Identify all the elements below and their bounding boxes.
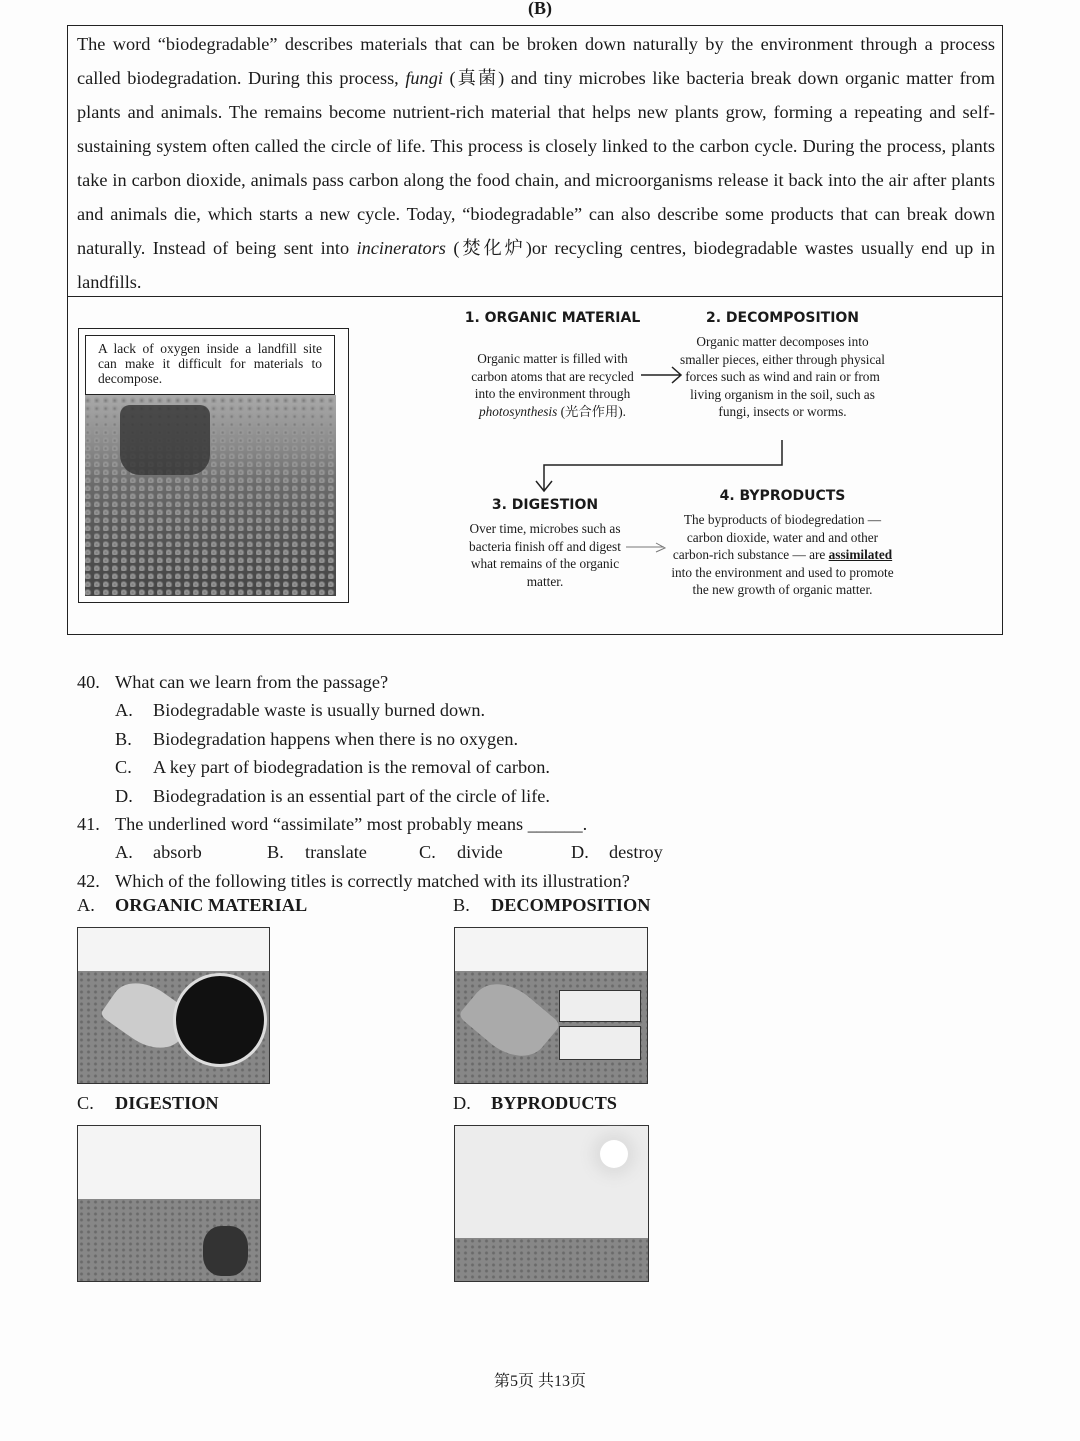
step3-text: Over time, microbes such as bacteria finish off and digest what remains of the organic matter. xyxy=(469,521,621,589)
illustration-byproducts xyxy=(454,1125,649,1282)
option-40-b xyxy=(77,725,977,753)
illustration-title: BYPRODUCTS xyxy=(491,1093,617,1113)
question-number: 42. xyxy=(77,870,100,891)
soil-clump xyxy=(203,1226,248,1276)
illustration-b-title xyxy=(453,895,650,916)
illustration-title: ORGANIC MATERIAL xyxy=(115,895,308,915)
option-letter: B. xyxy=(267,842,284,863)
arrow-3-to-4 xyxy=(626,543,665,552)
option-letter: B. xyxy=(453,895,470,915)
step4-title: 4. BYPRODUCTS xyxy=(719,488,846,504)
diagram-arrows xyxy=(0,0,1080,640)
option-letter: A. xyxy=(115,700,133,721)
illustration-title: DECOMPOSITION xyxy=(491,895,651,915)
illustration-digestion xyxy=(77,1125,261,1282)
weather-inset xyxy=(559,990,641,1022)
option-text: destroy xyxy=(609,842,663,863)
underlined-word: assimilated xyxy=(828,547,893,562)
option-letter: C. xyxy=(77,1093,94,1113)
passage-part: The word “biodegradable” describes materials that can be broken down naturally by the environment through a process called biodegradation. During this process, xyxy=(77,34,995,88)
option-41-a xyxy=(115,838,267,866)
insects-inset xyxy=(559,1026,641,1060)
arrow-2-to-3 xyxy=(536,440,782,491)
option-text: Biodegradation is an essential part of the circle of life. xyxy=(153,785,550,806)
option-text: Biodegradation happens when there is no oxygen. xyxy=(153,728,519,749)
option-40-a xyxy=(77,696,977,724)
passage-part: (真菌) and tiny microbes like bacteria break down organic matter from plants and animals. The remains become nutrient-rich material that helps new plants grow, forming a repeating and self-sustaining system often called the circle of life. This process is closely linked to the carbon cycle. During the process, plants take in carbon dioxide, animals pass carbon along the food chain, and microorganisms release it back into the air after plants and animals die, which starts a new cycle. Today, “biodegradable” can also describe some products that can break down naturally. Instead of being sent into xyxy=(77,68,995,258)
question-number: 41. xyxy=(77,814,100,835)
option-letter: D. xyxy=(453,1093,471,1113)
question-number: 40. xyxy=(77,672,100,692)
step1-text-after: (光合作用). xyxy=(557,403,626,419)
passage-part: (焚化炉)or recycling centres, biodegradable wastes usually end up in landfills. xyxy=(77,238,995,292)
question-text: The underlined word “assimilate” most probably means ______. xyxy=(115,814,588,835)
question-41 xyxy=(77,810,977,838)
step2-text: Organic matter decomposes into smaller pieces, either through physical forces such as wind and rain or from living organism in the soil, such as fungi, insects or worms. xyxy=(680,334,885,419)
step4-text-part: into the environment and used to promote the new growth of organic matter. xyxy=(671,564,894,597)
illustration-d-title xyxy=(453,1093,617,1114)
option-text: Biodegradable waste is usually burned down. xyxy=(153,700,486,721)
illustration-a-title xyxy=(77,895,307,916)
question-40 xyxy=(77,668,977,696)
option-letter: A. xyxy=(115,842,133,863)
option-letter: C. xyxy=(115,757,132,778)
step1-text-part: Organic matter is filled with carbon atoms that are recycled into the environment through xyxy=(471,351,634,401)
option-letter: B. xyxy=(115,728,132,749)
option-letter: D. xyxy=(115,785,133,806)
step3-title: 3. DIGESTION xyxy=(491,497,599,513)
sun-icon xyxy=(600,1140,628,1168)
illustration-decomposition xyxy=(454,927,648,1084)
option-text: translate xyxy=(305,842,367,863)
option-text: A key part of biodegradation is the removal of carbon. xyxy=(153,757,550,778)
page-footer: 第5页 共13页 xyxy=(493,1373,586,1390)
option-40-c xyxy=(77,753,977,781)
illustration-organic-material xyxy=(77,927,270,1084)
option-text: absorb xyxy=(153,842,202,863)
option-40-d xyxy=(77,782,977,810)
photo-caption: A lack of oxygen inside a landfill site can make it difficult for materials to decompose. xyxy=(85,335,335,395)
passage-italic-fungi: fungi xyxy=(405,68,443,88)
question-text: Which of the following titles is correctly matched with its illustration? xyxy=(115,870,630,891)
question-text: What can we learn from the passage? xyxy=(115,672,389,692)
passage-italic-incinerators: incinerators xyxy=(356,238,446,258)
section-label: (B) xyxy=(528,0,552,18)
questions xyxy=(77,668,977,895)
step2-title: 2. DECOMPOSITION xyxy=(705,310,860,326)
illustration-title: DIGESTION xyxy=(115,1093,219,1113)
option-letter: A. xyxy=(77,895,95,915)
option-letter: D. xyxy=(571,842,589,863)
step1-italic: photosynthesis xyxy=(478,403,558,419)
option-letter: C. xyxy=(419,842,436,863)
step1-title: 1. ORGANIC MATERIAL xyxy=(464,310,641,326)
question-42 xyxy=(77,867,977,895)
options-41 xyxy=(77,838,977,866)
arrow-1-to-2 xyxy=(641,367,681,383)
step4-text-part: The byproducts of biodegredation — carbon dioxide, water and and other carbon-rich substance — are xyxy=(672,512,882,562)
illustration-c-title xyxy=(77,1093,219,1114)
option-41-b xyxy=(267,838,419,866)
option-41-c xyxy=(419,838,571,866)
magnified-circle xyxy=(173,973,267,1067)
option-text: divide xyxy=(457,842,503,863)
option-41-d xyxy=(571,842,663,862)
